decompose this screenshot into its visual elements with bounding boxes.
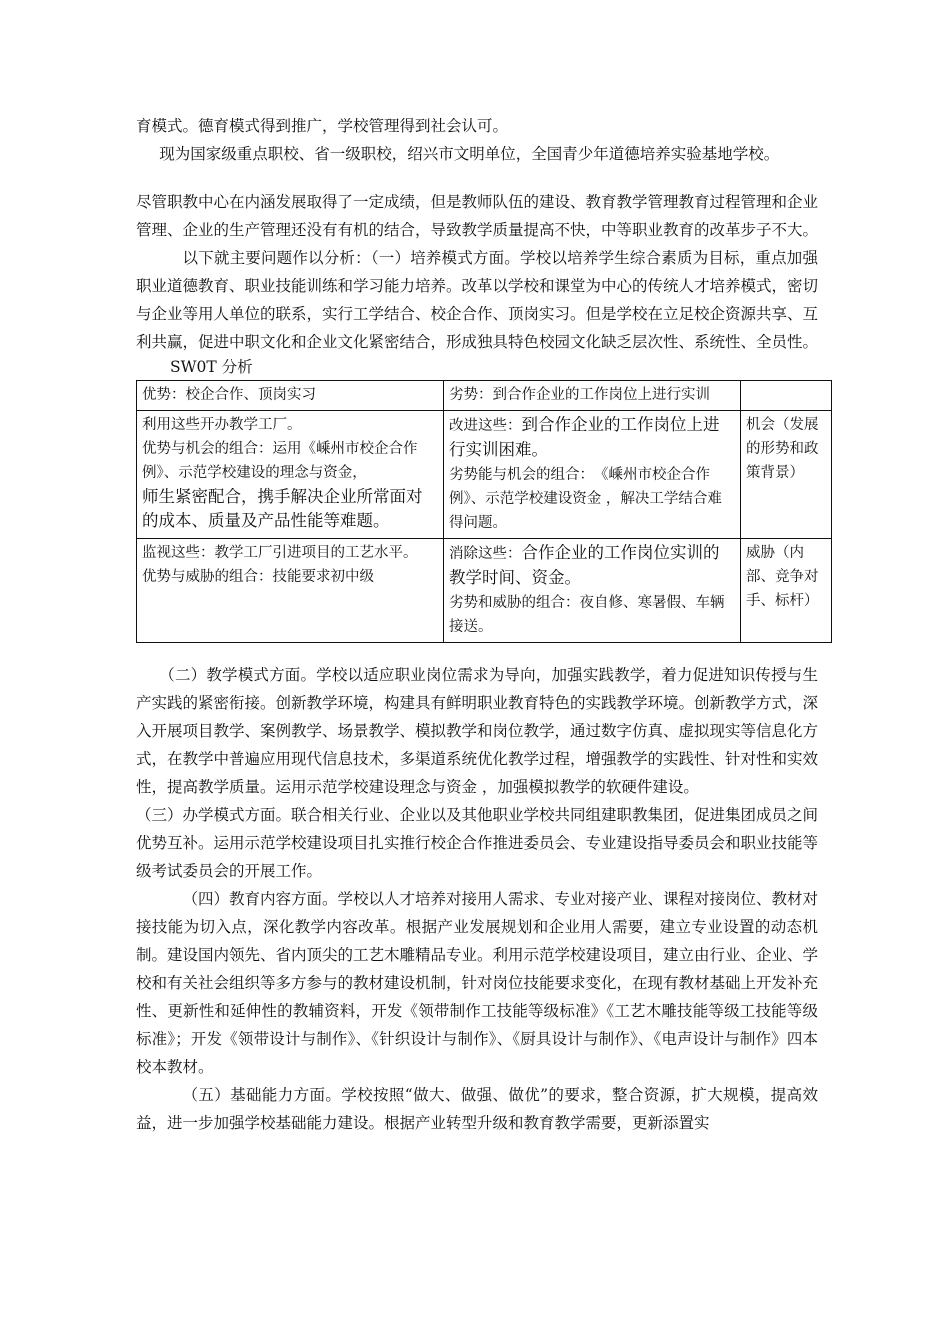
paragraph-capacity: （五）基础能力方面。学校按照“做大、做强、做优”的要求，整合资源，扩大规模，提高效益，进一步加强学校基础能力建设。根据产业转型升级和教育教学需要，更新添置实 [136, 1086, 818, 1132]
swot-so-line-3: 师生紧密配合，携手解决企业所常面对的成本、质量及产品性能等难题。 [142, 487, 423, 530]
paragraph-intro-end: 育模式。德育模式得到推广，学校管理得到社会认可。 [136, 117, 509, 135]
swot-threat-row [137, 539, 832, 643]
swot-wt-emphasis: 合作企业的工作岗位实训的教学时间、资金。 [449, 543, 720, 587]
swot-strength-text: 优势：校企合作、顶岗实习 [142, 387, 316, 403]
paragraph-school-status: 现为国家级重点职校、省一级职校，绍兴市文明单位，全国青少年道德培养实验基地学校。 [159, 145, 780, 163]
swot-opportunity-label-cell [741, 411, 832, 539]
swot-st-line-2: 优势与威胁的组合：技能要求初中级 [142, 569, 374, 585]
swot-table [136, 380, 832, 643]
swot-wt-prefix: 消除这些： [449, 546, 522, 562]
swot-weakness-cell [444, 381, 741, 411]
swot-so-line-2: 优势与机会的组合：运用《嵊州市校企合作例》、示范学校建设的理念与资金， [142, 441, 418, 481]
swot-so-cell [137, 411, 444, 539]
swot-wo-emphasis: 到合作企业的工作岗位上进行实训困难。 [449, 415, 720, 459]
swot-wt-line-2: 劣势和威胁的组合：夜自修、寒暑假、车辆接送。 [449, 595, 725, 635]
paragraph-gap [136, 168, 818, 188]
swot-strength-cell [137, 381, 444, 411]
swot-label: SW0T 分析 [170, 358, 253, 376]
swot-wo-prefix: 改进这些： [449, 418, 522, 434]
swot-st-cell [137, 539, 444, 643]
paragraph-school-mode: （三）办学模式方面。联合相关行业、企业以及其他职业学校共同组建职教集团，促进集团成员之间优势互补。运用示范学校建设项目扎实推行校企合作推进委员会、专业建设指导委员会和职业技能等级考试委员会的开展工作。 [136, 806, 819, 880]
paragraph-content: （四）教育内容方面。学校以人才培养对接用人需求、专业对接产业、课程对接岗位、教材对接技能为切入点，深化教学内容改革。根据产业发展规划和企业用人需要，建立专业设置的动态机制。建设国内领先、省内顶尖的工艺木雕精品专业。利用示范学校建设项目，建立由行业、企业、学校和有关社会组织等多方参与的教材建设机制，针对岗位技能要求变化，在现有教材基础上开发补充性、更新性和延伸性的教辅资料，开发《领带制作工技能等级标准》《工艺木雕技能等级工技能等级标准》；开发《领带设计与制作》、《针织设计与制作》、《厨具设计与制作》、《电声设计与制作》四本校本教材。 [136, 890, 819, 1076]
swot-weakness-text: 劣势：到合作企业的工作岗位上进行实训 [449, 387, 710, 403]
swot-so-line-1: 利用这些开办教学工厂。 [142, 417, 302, 433]
paragraph-analysis-1: 以下就主要问题作以分析：（一）培养模式方面。学校以培养学生综合素质为目标，重点加强职业道德教育、职业技能训练和学习能力培养。改革以学校和课堂为中心的传统人才培养模式，密切与企业等用人单位的联系，实行工学结合、校企合作、顶岗实习。但是学校在立足校企资源共享、互利共赢，促进中职文化和企业文化紧密结合，形成独具特色校园文化缺乏层次性、系统性、全员性。 [136, 249, 819, 351]
swot-threat-label-cell [741, 539, 832, 643]
swot-wt-cell [444, 539, 741, 643]
swot-opportunity-row [137, 411, 832, 539]
document-page [136, 112, 818, 1137]
paragraph-teaching-mode: （二）教学模式方面。学校以适应职业岗位需求为导向，加强实践教学，着力促进知识传授与生产实践的紧密衔接。创新教学环境，构建具有鲜明职业教育特色的实践教学环境。创新教学方式，深入开展项目教学、案例教学、场景教学、模拟教学和岗位教学，通过数字仿真、虚拟现实等信息化方式，在教学中普遍应用现代信息技术，多渠道系统优化教学过程，增强教学的实践性、针对性和实效性，提高教学质量。运用示范学校建设理念与资金 ，加强模拟教学的软硬件建设。 [136, 666, 819, 796]
swot-wo-line-2: 劣势能与机会的组合： 《嵊州市校企合作例》、示范学校建设资金 ，解决工学结合难得问题。 [449, 467, 722, 531]
swot-threat-label: 威胁（内部、竞争对手、标杆） [746, 545, 819, 609]
swot-opportunity-label: 机会（发展的形势和政策背景） [746, 417, 819, 481]
paragraph-problems: 尽管职教中心在内涵发展取得了一定成绩，但是教师队伍的建设、教育教学管理教育过程管理和企业管理、企业的生产管理还没有有机的结合，导致教学质量提高不快，中等职业教育的改革步子不大。 [136, 193, 819, 239]
swot-empty-cell [741, 381, 832, 411]
swot-wo-cell [444, 411, 741, 539]
swot-st-line-1: 监视这些：教学工厂引进项目的工艺水平。 [142, 545, 418, 561]
swot-header-row [137, 381, 832, 411]
